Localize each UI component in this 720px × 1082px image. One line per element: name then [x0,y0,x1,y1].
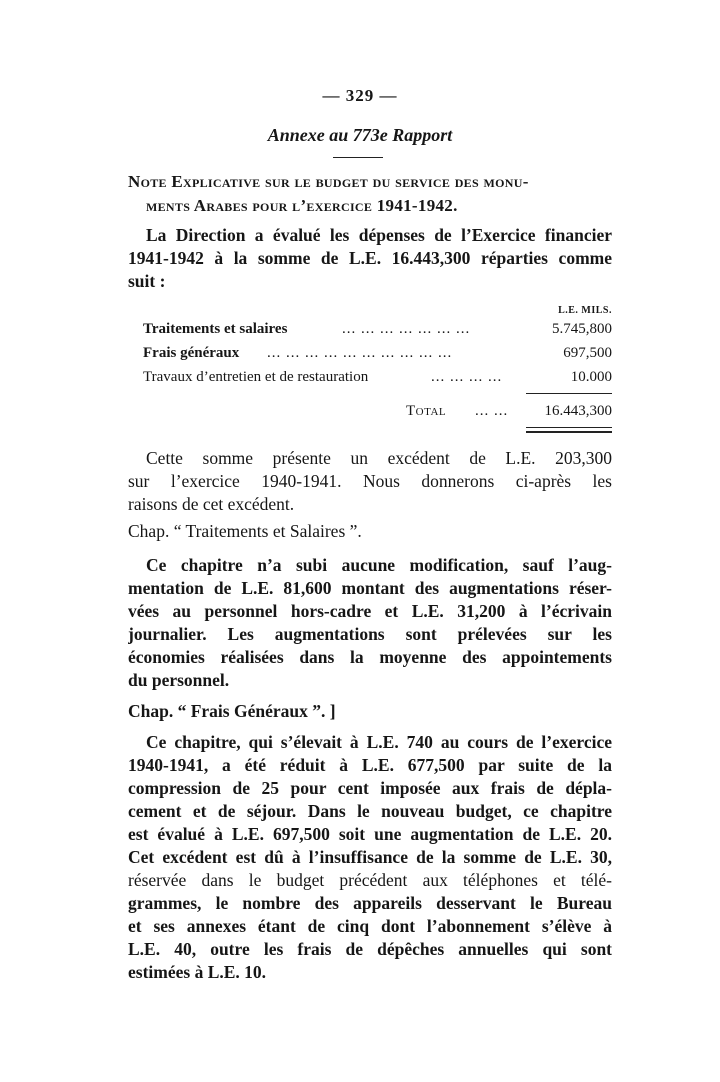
total-double-rule-top [526,427,612,428]
row-value: 697,500 [563,345,612,361]
page-number: — 329 — [322,86,398,105]
paragraph-line: raisons de cet excédent. [128,494,295,514]
row-label: Traitements et salaires [143,321,288,337]
paragraph-line: La Direction a évalué les dépenses de l’Exercice financier [146,225,612,245]
paragraph-line: estimées à L.E. 10. [128,962,267,982]
paragraph-line: économies réalisées dans la moyenne des appointements [128,647,612,667]
paragraph-line: réservée dans le budget précédent aux téléphones et télé- [128,870,612,890]
leader-dots: ... ... ... ... [431,369,503,385]
leader-dots: ... ... ... ... ... ... ... [342,321,471,337]
intro-paragraph [128,224,612,293]
table-row [143,321,612,343]
row-label: Travaux d’entretien et de restauration [143,369,369,385]
units-header: L.E. MILS. [558,305,612,316]
paragraph-line: suit : [128,271,166,291]
paragraph-line: Cette somme présente un excédent de L.E. 203,300 [146,448,612,468]
paragraph-line: sur l’exercice 1940-1941. Nous donnerons ci-après les [128,471,612,491]
paragraph-line: mentation de L.E. 81,600 montant des augmentations réser- [128,578,612,598]
general-costs-paragraph [128,731,612,984]
sum-rule [526,393,612,394]
total-double-rule-bottom [526,431,612,433]
total-row [143,403,612,425]
row-value: 5.745,800 [552,321,612,337]
paragraph-line: grammes, le nombre des appareils desservant le Bureau [128,893,612,913]
paragraph-line: du personnel. [128,670,230,690]
chapter-heading-general-costs: Chap. “ Frais Généraux ”. ] [128,701,336,721]
chapter-heading-salaries: Chap. “ Traitements et Salaires ”. [128,521,362,541]
paragraph-line: L.E. 40, outre les frais de dépêches annuelles qui sont [128,939,612,959]
paragraph-line: et ses annexes étant de cinq dont l’abonnement s’élève à [128,916,612,936]
paragraph-line: 1940-1941, a été réduit à L.E. 677,500 par suite de la [128,755,612,775]
table-row [143,345,612,367]
excess-paragraph [128,447,612,516]
paragraph-line: vées au personnel hors-cadre et L.E. 31,200 à l’écrivain [128,601,612,621]
row-label: Frais généraux [143,345,240,361]
heading-rule [333,157,383,158]
leader-dots: ... ... [475,403,509,419]
paragraph-line: journalier. Les augmentations sont prélevées sur les [128,624,612,644]
paragraph-line: compression de 25 pour cent imposée aux frais de dépla- [128,778,612,798]
paragraph-line: Ce chapitre, qui s’élevait à L.E. 740 au cours de l’exercice [146,732,612,752]
paragraph-line: 1941-1942 à la somme de L.E. 16.443,300 réparties comme [128,248,612,268]
total-label: Total [406,403,447,419]
paragraph-line: cement et de séjour. Dans le nouveau budget, ce chapitre [128,801,612,821]
paragraph-line: Ce chapitre n’a subi aucune modification, sauf l’aug- [146,555,612,575]
paragraph-line: est évalué à L.E. 697,500 soit une augmentation de L.E. 20. [128,824,612,844]
row-value: 10.000 [570,369,612,385]
note-title [128,170,614,218]
salaries-paragraph [128,554,612,692]
total-value: 16.443,300 [544,403,612,419]
table-row [143,369,612,391]
leader-dots: ... ... ... ... ... ... ... ... ... ... [267,345,453,361]
note-title-line-2: ments Arabes pour l’exercice 1941-1942. [146,196,458,215]
note-title-line-1: Note Explicative sur le budget du service des monu- [128,172,529,191]
annex-heading: Annexe au 773e Rapport [267,125,453,145]
paragraph-line: Cet excédent est dû à l’insuffisance de la somme de L.E. 30, [128,847,612,867]
